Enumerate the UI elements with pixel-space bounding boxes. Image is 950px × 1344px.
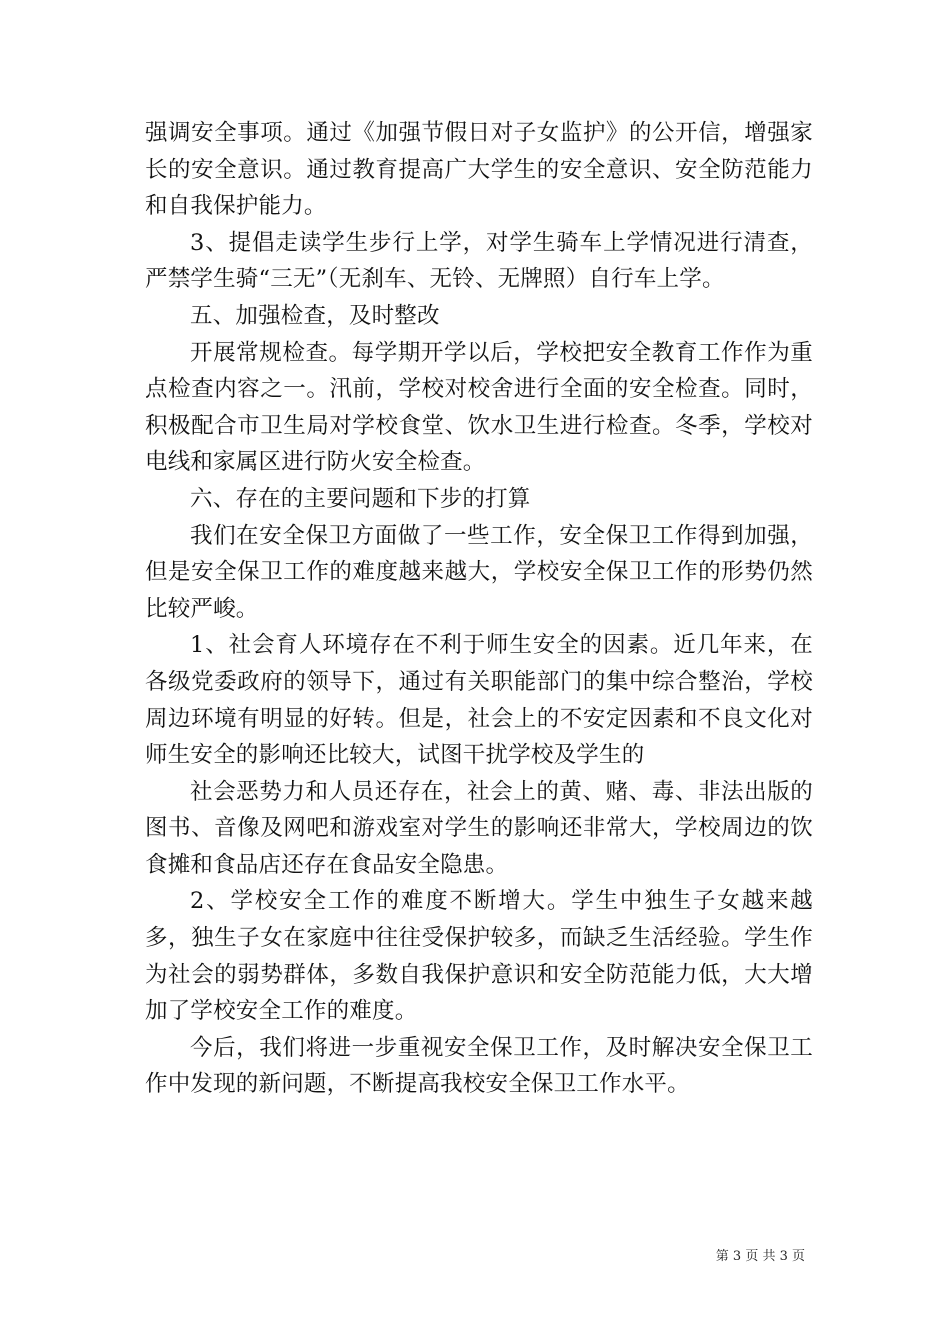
section-heading-5: 五、加强检查，及时整改 — [190, 302, 440, 329]
paragraph-4: 开展常规检查。每学期开学以后，学校把安全教育工作作为重点检查内容之一。汛前，学校对校舍进行全面的安全检查。同时，积极配合市卫生局对学校食堂、饮水卫生进行检查。冬季，学校对电线和家属区进行防火安全检查。 — [145, 339, 813, 476]
paragraph-6: 我们在安全保卫方面做了一些工作，安全保卫工作得到加强，但是安全保卫工作的难度越来越大，学校安全保卫工作的形势仍然比较严峻。 — [145, 522, 813, 622]
paragraph-10: 今后，我们将进一步重视安全保卫工作，及时解决安全保卫工作中发现的新问题，不断提高我校安全保卫工作水平。 — [145, 1034, 813, 1098]
paragraph-9: 2、学校安全工作的难度不断增大。学生中独生子女越来越多，独生子女在家庭中往往受保护较多，而缺乏生活经验。学生作为社会的弱势群体，多数自我保护意识和安全防范能力低，大大增加了学校安全工作的难度。 — [145, 888, 813, 1025]
paragraph-1: 强调安全事项。通过《加强节假日对子女监护》的公开信，增强家长的安全意识。通过教育提高广大学生的安全意识、安全防范能力和自我保护能力。 — [145, 120, 813, 220]
document-body — [145, 115, 813, 1103]
paragraph-8: 社会恶势力和人员还存在，社会上的黄、赌、毒、非法出版的图书、音像及网吧和游戏室对学生的影响还非常大，学校周边的饮食摊和食品店还存在食品安全隐患。 — [145, 778, 813, 878]
paragraph-2: 3、提倡走读学生步行上学，对学生骑车上学情况进行清查，严禁学生骑“三无”（无刹车、无铃、无牌照）自行车上学。 — [145, 229, 813, 293]
page-number-footer: 第 3 页 共 3 页 — [715, 1249, 805, 1264]
section-heading-6: 六、存在的主要问题和下步的打算 — [190, 485, 531, 512]
paragraph-7: 1、社会育人环境存在不利于师生安全的因素。近几年来，在各级党委政府的领导下，通过有关职能部门的集中综合整治，学校周边环境有明显的好转。但是，社会上的不安定因素和不良文化对师生安全的影响还比较大，试图干扰学校及学生的 — [145, 632, 813, 769]
